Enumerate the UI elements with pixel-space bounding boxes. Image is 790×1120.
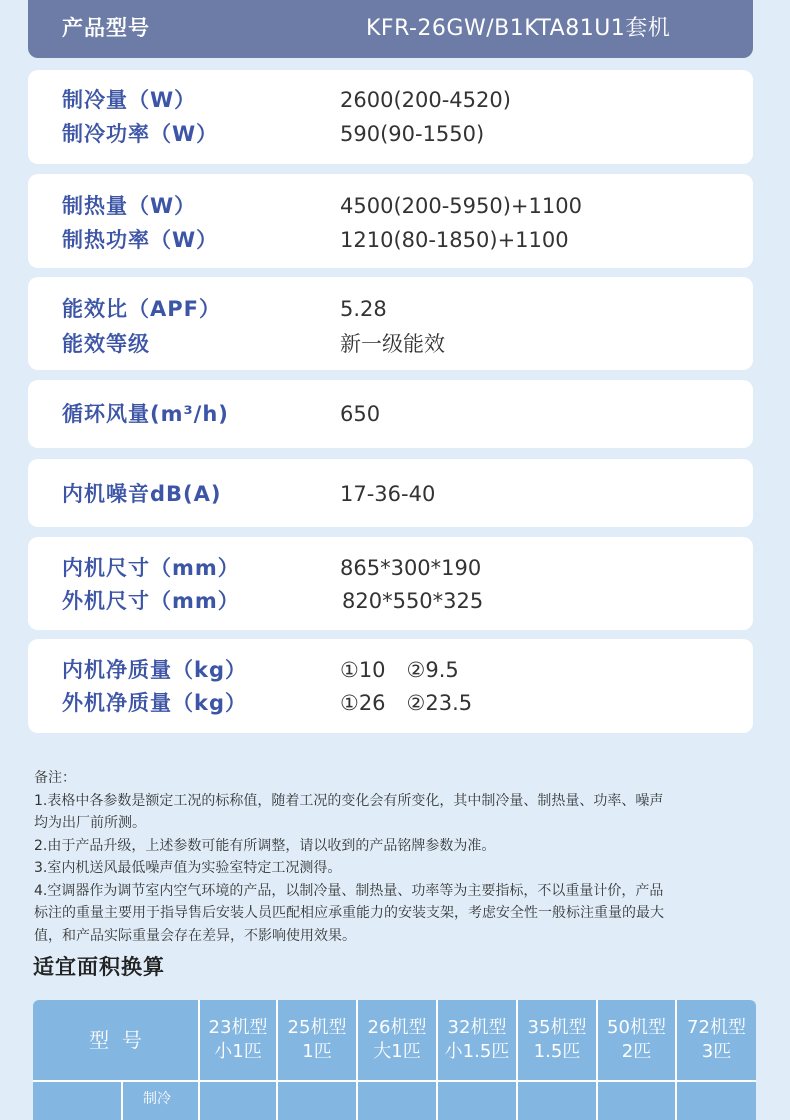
spec-label: 制冷功率（W） xyxy=(62,122,219,146)
col-model: 25机型 xyxy=(287,1017,347,1038)
spec-row xyxy=(28,223,753,257)
spec-label: 制冷量（W） xyxy=(62,88,197,112)
col-model: 26机型 xyxy=(367,1017,427,1038)
table-header-col xyxy=(518,1000,596,1080)
table-header-col xyxy=(438,1000,516,1080)
table-cell xyxy=(200,1082,276,1120)
spec-row xyxy=(28,327,753,361)
table-header-col xyxy=(278,1000,356,1080)
table-cell xyxy=(33,1082,121,1120)
spec-value: 820*550*325 xyxy=(342,589,484,613)
spec-value: 2600(200-4520) xyxy=(340,88,511,112)
spec-value: 新一级能效 xyxy=(340,332,445,356)
spec-label: 内机净质量（kg） xyxy=(62,658,247,682)
col-model: 23机型 xyxy=(208,1017,268,1038)
note-line: 1.表格中各参数是额定工况的标称值，随着工况的变化会有所变化，其中制冷量、制热量、功率、噪声 xyxy=(34,792,664,809)
spec-card-efficiency xyxy=(28,277,753,370)
table-header-model-label: 型 号 xyxy=(89,1028,142,1052)
table-cell xyxy=(438,1082,516,1120)
spec-card-noise xyxy=(28,459,753,527)
note-line: 值，和产品实际重量会存在差异，不影响使用效果。 xyxy=(34,927,356,944)
spec-label: 内机尺寸（mm） xyxy=(62,556,240,580)
spec-label: 外机净质量（kg） xyxy=(62,691,247,715)
table-cell xyxy=(278,1082,356,1120)
spec-label: 循环风量(m³/h) xyxy=(62,402,229,426)
col-hp: 1.5匹 xyxy=(533,1041,581,1062)
spec-row xyxy=(28,653,753,687)
model-header-bar xyxy=(28,0,753,58)
spec-value: 1210(80-1850)+1100 xyxy=(340,228,569,252)
spec-row xyxy=(28,117,753,151)
spec-card-dimensions xyxy=(28,537,753,630)
spec-label: 能效等级 xyxy=(62,332,150,356)
spec-card-heating xyxy=(28,174,753,268)
note-line: 均为出厂前所测。 xyxy=(34,815,146,831)
notes-block xyxy=(34,767,764,947)
spec-value: ①10 ②9.5 xyxy=(340,658,459,682)
spec-label: 制热量（W） xyxy=(62,194,197,218)
spec-label: 外机尺寸（mm） xyxy=(62,589,240,613)
table-header-model xyxy=(33,1000,198,1080)
col-model: 35机型 xyxy=(527,1017,587,1038)
col-model: 50机型 xyxy=(607,1017,666,1038)
spec-row xyxy=(28,397,753,431)
table-cell xyxy=(677,1082,756,1120)
spec-row xyxy=(28,477,753,511)
area-conversion-table xyxy=(33,1000,756,1120)
spec-value: 17-36-40 xyxy=(340,482,436,506)
spec-value: 865*300*190 xyxy=(340,556,482,580)
spec-value: ①26 ②23.5 xyxy=(340,691,473,715)
table-cell xyxy=(358,1082,436,1120)
row-label-cooling: 制冷 xyxy=(143,1091,171,1107)
table-cell xyxy=(598,1082,675,1120)
spec-row xyxy=(28,584,753,618)
table-header-col xyxy=(598,1000,675,1080)
note-line: 标注的重量主要用于指导售后安装人员匹配相应承重能力的安装支架，考虑安全性一般标注重量的最大 xyxy=(34,905,664,921)
model-value: KFR-26GW/B1KTA81U1套机 xyxy=(366,16,671,41)
col-hp: 小1匹 xyxy=(214,1041,262,1062)
spec-value: 590(90-1550) xyxy=(340,122,485,146)
col-model: 72机型 xyxy=(687,1017,746,1038)
table-header-col xyxy=(200,1000,276,1080)
spec-label: 内机噪音dB(A) xyxy=(62,482,222,506)
col-hp: 小1.5匹 xyxy=(444,1041,510,1062)
table-header-col xyxy=(677,1000,756,1080)
col-hp: 2匹 xyxy=(621,1041,652,1062)
spec-label: 制热功率（W） xyxy=(62,228,219,252)
spec-row xyxy=(28,83,753,117)
notes-heading: 备注： xyxy=(34,770,76,786)
spec-label: 能效比（APF） xyxy=(62,297,221,321)
spec-row xyxy=(28,292,753,326)
table-header-col xyxy=(358,1000,436,1080)
col-model: 32机型 xyxy=(447,1017,507,1038)
col-hp: 3匹 xyxy=(701,1041,732,1062)
col-hp: 大1匹 xyxy=(373,1041,421,1062)
table-cell xyxy=(123,1082,198,1120)
section-title: 适宜面积换算 xyxy=(33,955,165,979)
col-hp: 1匹 xyxy=(302,1041,332,1062)
note-line: 3.室内机送风最低噪声值为实验室特定工况测得。 xyxy=(34,860,342,876)
spec-row xyxy=(28,686,753,720)
spec-card-cooling xyxy=(28,70,753,164)
spec-card-weight xyxy=(28,639,753,733)
spec-card-airflow xyxy=(28,380,753,448)
note-line: 2.由于产品升级，上述参数可能有所调整，请以收到的产品铭牌参数为准。 xyxy=(34,837,496,854)
spec-row xyxy=(28,551,753,585)
spec-row xyxy=(28,189,753,223)
spec-value: 4500(200-5950)+1100 xyxy=(340,194,582,218)
spec-value: 5.28 xyxy=(340,297,387,321)
table-cell xyxy=(518,1082,596,1120)
note-line: 4.空调器作为调节室内空气环境的产品，以制冷量、制热量、功率等为主要指标，不以重量计价，产品 xyxy=(34,882,664,899)
spec-value: 650 xyxy=(340,402,381,426)
model-label: 产品型号 xyxy=(62,16,150,40)
